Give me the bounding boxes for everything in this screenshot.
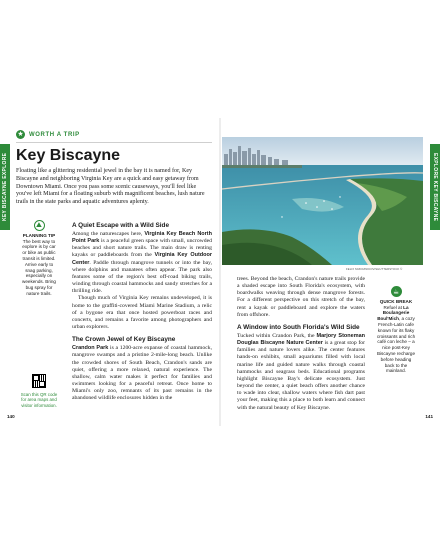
- qr-note: Scan this QR code for area maps and visitor information.: [20, 392, 58, 408]
- worth-a-trip-label: WORTH A TRIP: [29, 131, 80, 138]
- right-tab-label: EXPLORE KEY BISCAYNE: [432, 152, 438, 222]
- body-paragraph: Among the naturescapes here, Virginia Key Beach North Point Park is a peaceful green space with small, uncrowded beaches and short nature trails. The main draw is renting kayaks or paddleboards from the Virginia Key Outdoor Center. Paddle through mangrove tunnels or into the bay, where dolphins and manatees often appear. The park also features some of the region's best off-road biking trails, winding through coastal hammocks and sandy stretches for a thrilling ride.: [72, 231, 213, 295]
- aerial-photo-image: [222, 137, 423, 265]
- aerial-photo: [222, 137, 423, 265]
- left-tab-label: KEY BISCAYNE EXPLORE: [2, 152, 8, 222]
- planning-tip-heading: PLANNING TIP: [22, 233, 56, 238]
- section-heading: The Crown Jewel of Key Biscayne: [72, 336, 176, 344]
- planning-tip-body: The best way to explore is by car or bike as public transit is limited. Arrive early to snag parking, especially on weekends. Bring bug spray for nature trails.: [22, 238, 56, 296]
- worth-a-trip-header: [16, 130, 80, 139]
- left-main-column: [72, 222, 212, 402]
- page-number-left: 140: [7, 414, 15, 419]
- page-title: Key Biscayne: [16, 147, 121, 164]
- planning-tip: [20, 220, 58, 297]
- body-paragraph: Crandon Park is a 1200-acre expanse of coastal hammock, mangrove swamps and a pristine 2-mile-long beach. Unlike the crowded shores of South Beach, Crandon's sands are quiet, offering a more relaxed, natural experience. The shallow, calm water makes it perfect for families and swimmers looking for a peaceful retreat. Once home to Miami's only zoo, remnants of its past remains in the abandoned wildlife enclosures hidden in the: [72, 345, 212, 402]
- section-heading: A Window into South Florida's Wild Side: [237, 323, 360, 331]
- quick-break-heading: QUICK BREAK: [379, 299, 413, 304]
- quick-break: [376, 286, 416, 374]
- right-side-tab: [430, 118, 440, 426]
- quick-break-body: Refuel at La Boulangerie Boul'Mich, a cozy French-Latin cafe known for its flaky croissants and rich café con leche – a nice post-Key Biscayne recharge before heading back to the mainland.: [376, 304, 416, 374]
- qr-code[interactable]: [32, 374, 46, 388]
- hiker-icon: ⛰: [34, 220, 45, 231]
- body-paragraph: trees. Beyond the beach, Crandon's nature trails provide a shaded escape into South Florida's ecosystem, with boardwalks weaving through dense mangrove forests. For a different perspective on this stretch of the bay, rent a kayak or paddleboard and explore the waters from offshore.: [237, 276, 365, 318]
- photo-credit: FELIX MIZIOZNIKOV/SHUTTERSTOCK ©: [346, 267, 403, 271]
- coffee-cup-icon: ☕: [391, 286, 402, 297]
- header-rule: [16, 142, 212, 143]
- spine: [219, 118, 221, 426]
- intro-paragraph: Floating like a glittering residential jewel in the bay it is named for, Key Biscayne and neighboring Virginia Key are a quick and easy getaway from Downtown Miami. Once you pass some scenic causeways, you'll feel like you've left Miami for a floating suburb with magnificent beaches, lush nature trails in the state parks and aquatic adventures aplenty.: [16, 168, 205, 206]
- body-paragraph: Though much of Virginia Key remains undeveloped, it is home to the graffiti-covered Miami Marine Stadium, a relic of a bygone era that once hosted powerboat races and concerts, and remains a favorite among photographers and urban explorers.: [72, 295, 212, 331]
- left-side-tab: [0, 118, 10, 426]
- page-number-right: 141: [425, 414, 433, 419]
- body-paragraph: Tucked within Crandon Park, the Marjory Stoneman Douglas Biscayne Nature Center is a great stop for families and nature lovers alike. The center features hands-on exhibits, small aquariums filled with local marine life and guided nature walks through coastal hammocks and seagrass beds. Educational programs highlight Biscayne Bay's delicate ecosystem. Just beyond the center, a quiet beach offers another chance to wade into clear, shallow waters where fish dart past your feet, making this a place to both learn and connect with the natural beauty of Key Biscayne.: [237, 332, 366, 411]
- section-heading: A Quiet Escape with a Wild Side: [72, 222, 170, 229]
- star-icon: ★: [17, 130, 24, 138]
- book-spread: [0, 118, 440, 426]
- right-main-column: [237, 276, 365, 412]
